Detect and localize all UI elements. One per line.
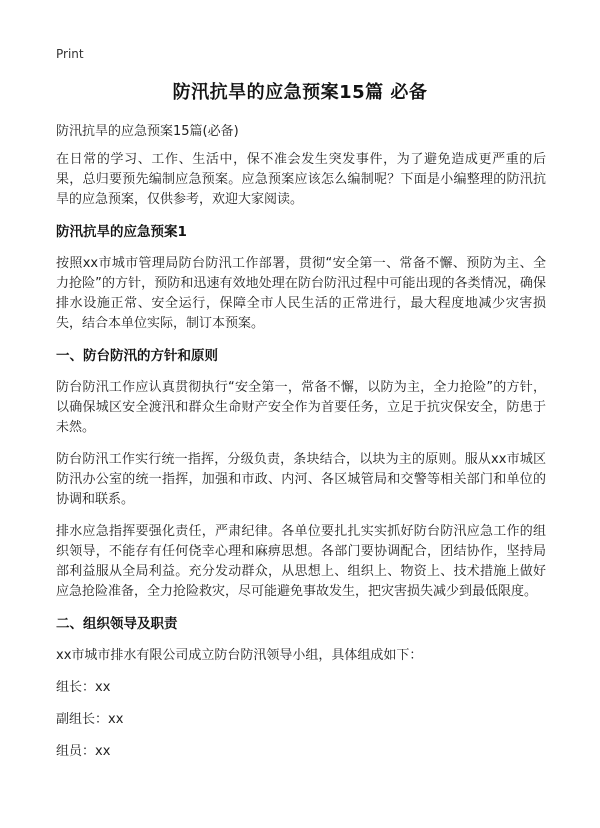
principle-paragraph-1: 防台防汛工作应认真贯彻执行“安全第一，常备不懈，以防为主，全力抢险”的方针，以确保城区安全渡汛和群众生命财产安全作为首要任务，立足于抗灾保安全，防患于未然。 bbox=[56, 380, 546, 435]
deputy-leader-line: 副组长：xx bbox=[56, 712, 124, 727]
principle-paragraph-2: 防台防汛工作实行统一指挥，分级负责，条块结合，以块为主的原则。服从xx市城区防汛办公室的统一指挥，加强和市政、内河、各区城管局和交警等相关部门和单位的协调和联系。 bbox=[56, 452, 546, 507]
print-link[interactable]: Print bbox=[56, 47, 84, 61]
document-subtitle: 防汛抗旱的应急预案15篇(必备) bbox=[56, 124, 239, 139]
section-heading-principles: 一、防台防汛的方针和原则 bbox=[56, 348, 218, 364]
organization-intro: xx市城市排水有限公司成立防台防汛领导小组，具体组成如下： bbox=[56, 648, 423, 663]
section-heading-plan1: 防汛抗旱的应急预案1 bbox=[56, 224, 187, 240]
intro-paragraph: 在日常的学习、工作、生活中，保不准会发生突发事件，为了避免造成更严重的后果，总归要预先编制应急预案。应急预案应该怎么编制呢？下面是小编整理的防汛抗旱的应急预案，仅供参考，欢迎大家阅读。 bbox=[56, 152, 546, 207]
member-line: 组员：xx bbox=[56, 744, 111, 759]
document-body bbox=[56, 150, 546, 774]
page-title: 防汛抗旱的应急预案15篇 必备 bbox=[172, 82, 428, 103]
plan1-intro-paragraph: 按照xx市城市管理局防台防汛工作部署，贯彻“安全第一、常备不懈、预防为主、全力抢险”的方针，预防和迅速有效地处理在防台防汛过程中可能出现的各类情况，确保排水设施正常、安全运行，保障全市人民生活的正常进行，最大程度地减少灾害损失，结合本单位实际，制订本预案。 bbox=[56, 256, 546, 331]
section-heading-organization: 二、组织领导及职责 bbox=[56, 616, 178, 632]
principle-paragraph-3: 排水应急指挥要强化责任，严肃纪律。各单位要扎扎实实抓好防台防汛应急工作的组织领导，不能存有任何侥幸心理和麻痹思想。各部门要协调配合，团结协作，坚持局部利益服从全局利益。充分发动群众，从思想上、组织上、物资上、技术措施上做好应急抢险准备，全力抢险救灾，尽可能避免事故发生，把灾害损失减少到最低限度。 bbox=[56, 524, 546, 599]
leader-line: 组长：xx bbox=[56, 680, 111, 695]
